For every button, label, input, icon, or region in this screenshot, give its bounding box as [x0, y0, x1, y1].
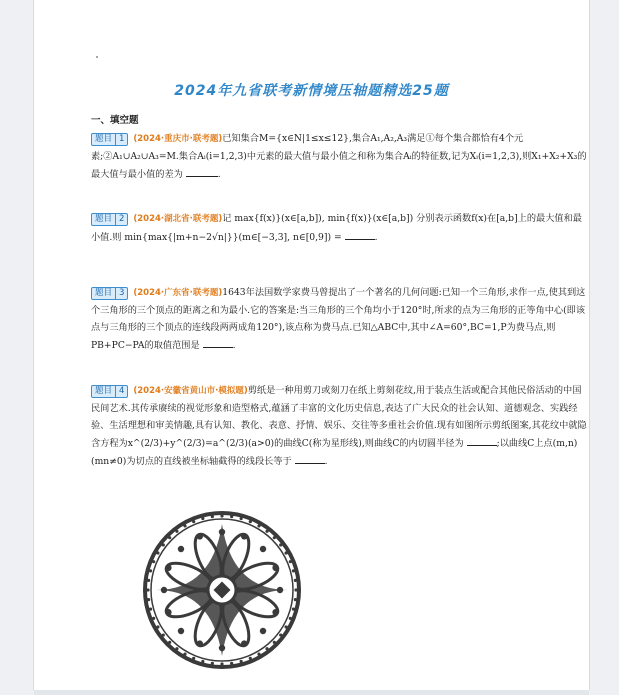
- ring-tooth: [211, 662, 214, 665]
- document-page: [33, 0, 590, 690]
- question-badge: 题目 3: [91, 287, 128, 300]
- ring-tooth: [292, 608, 295, 611]
- scroll-ornament: [219, 645, 225, 651]
- question-1: 题目 1 (2024·重庆市·联考题)已知集合M={x∈N|1≤x≤12},集合A₁,A₂,A₃满足①每个集合都恰有4个元素;②A₁∪A₂∪A₃=M.集合Aᵢ(i=1,2,3)中元素的最大值与最小值之和称为集合Aᵢ的特征数,记为Xᵢ(i=1,2,3),则X₁+X₂+X₃的最大值与最小值的差为 .: [91, 133, 587, 180]
- scroll-ornament: [241, 533, 247, 539]
- paper-cutting-figure: [142, 510, 302, 670]
- scroll-ornament: [260, 628, 266, 634]
- ring-tooth: [249, 657, 252, 660]
- ring-tooth: [152, 560, 155, 563]
- ring-tooth: [265, 530, 268, 533]
- ring-tooth: [201, 517, 204, 520]
- ring-tooth: [162, 633, 165, 636]
- scroll-ornament: [161, 587, 167, 593]
- scroll-ornament: [178, 628, 184, 634]
- ring-tooth: [292, 569, 295, 572]
- ring-tooth: [240, 660, 243, 663]
- ring-tooth: [156, 625, 159, 628]
- scroll-ornament: [165, 609, 171, 615]
- scroll-ornament: [219, 529, 225, 535]
- ring-tooth: [279, 633, 282, 636]
- ring-tooth: [284, 625, 287, 628]
- ring-tooth: [289, 617, 292, 620]
- scroll-ornament: [165, 565, 171, 571]
- question-3: 题目 3 (2024·广东省·联考题)1643年法国数学家费马曾提出了一个著名的几何问题:已知一个三角形,求作一点,使其到这个三角形的三个顶点的距离之和为最小.它的答案是:当三角形的三个角均小于120°时,所求的点为三角形的正等角中心(即该点与三角形的三个顶点的连线段两两成角120°),该点称为费马点.已知△ABC中,其中∠A=60°,BC=1,P为费马点,则PB+PC−PA的取值范围是 .: [91, 287, 586, 351]
- ring-tooth: [152, 617, 155, 620]
- ring-tooth: [249, 520, 252, 523]
- ring-tooth: [265, 647, 268, 650]
- ring-tooth: [175, 647, 178, 650]
- ring-tooth: [257, 652, 260, 655]
- answer-blank[interactable]: [295, 452, 325, 464]
- question-badge: 题目 4: [91, 385, 128, 398]
- question-text: 剪纸是一种用剪刀或刻刀在纸上剪刻花纹,用于装点生活或配合其他民俗活动的中国民间艺术.其传承赓续的视觉形象和造型格式,蕴涵了丰富的文化历史信息,表达了广大民众的社会认知、道德观念、实践经验、生活理想和审美情趣,具有认知、教化、表意、抒情、娱乐、交往等多重社会价值.现有如图所示剪纸图案,其花纹中就隐含方程为x^(2/3)+y^(2/3)=a^(2/3)(a>0)的曲线C(称为星形线),则曲线C的内切圆半径为: [91, 385, 587, 449]
- question-badge: 题目 1: [91, 133, 128, 146]
- ring-tooth: [273, 641, 276, 644]
- scroll-ornament: [272, 565, 278, 571]
- ring-tooth: [211, 515, 214, 518]
- question-4: 题目 4 (2024·安徽省黄山市·模拟题)剪纸是一种用剪刀或刻刀在纸上剪刻花纹,用于装点生活或配合其他民俗活动的中国民间艺术.其传承赓续的视觉形象和造型格式,蕴涵了丰富的文化历史信息,表达了广大民众的社会认知、道德观念、实践经验、生活理想和审美情趣,具有认知、教化、表意、抒情、娱乐、交往等多重社会价值.现有如图所示剪纸图案,其花纹中就隐含方程为x^(2/3)+y^(2/3)=a^(2/3)(a>0)的曲线C(称为星形线),则曲线C的内切圆半径为 ;以曲线C上点(m,n)(mn≠0)为切点的直线被坐标轴截得的线段长等于 .: [91, 385, 587, 467]
- ring-tooth: [201, 660, 204, 663]
- ring-tooth: [230, 662, 233, 665]
- question-text: 1643年法国数学家费马曾提出了一个著名的几何问题:已知一个三角形,求作一点,使其到这个三角形的三个顶点的距离之和为最小.它的答案是:当三角形的三个角均小于120°时,所求的点为三角形的正等角中心(即该点与三角形的三个顶点的连线段两两成角120°),该点称为费马点.已知△ABC中,其中∠A=60°,BC=1,P为费马点,则PB+PC−PA的取值范围是: [91, 287, 586, 351]
- ring-tooth: [192, 657, 195, 660]
- question-source: (2024·广东省·联考题): [133, 288, 223, 298]
- section-heading: 一、填空题: [91, 115, 139, 126]
- question-badge: 题目 2: [91, 213, 128, 226]
- scroll-ornament: [272, 609, 278, 615]
- scroll-ornament: [277, 587, 283, 593]
- question-source: (2024·安徽省黄山市·模拟题): [133, 386, 248, 396]
- ring-tooth: [175, 530, 178, 533]
- document-title: 2024年九省联考新情境压轴题精选25题: [174, 83, 449, 99]
- ring-tooth: [279, 543, 282, 546]
- ring-tooth: [147, 598, 150, 601]
- scroll-ornament: [197, 533, 203, 539]
- question-text: 已知集合M={x∈N|1≤x≤12},集合A₁,A₂,A₃满足①每个集合都恰有4个元素;②A₁∪A₂∪A₃=M.集合Aᵢ(i=1,2,3)中元素的最大值与最小值之和称为集合Aᵢ的特征数,记为Xᵢ(i=1,2,3),则X₁+X₂+X₃的最大值与最小值的差为: [91, 133, 587, 180]
- ring-tooth: [149, 569, 152, 572]
- ring-tooth: [149, 608, 152, 611]
- question-2: 题目 2 (2024·湖北省·联考题)记 max{f(x)}(x∈[a,b]), min{f(x)}(x∈[a,b]) 分别表示函数f(x)在[a,b]上的最大值和最小值.则 min{max{|m+n−2√n|}}(m∈[−3,3], n∈[0,9]) = .: [91, 213, 582, 243]
- ring-tooth: [168, 641, 171, 644]
- ring-tooth: [183, 524, 186, 527]
- ring-tooth: [289, 560, 292, 563]
- ring-tooth: [273, 536, 276, 539]
- ring-tooth: [192, 520, 195, 523]
- ring-tooth: [230, 515, 233, 518]
- ring-tooth: [257, 524, 260, 527]
- answer-blank[interactable]: [203, 336, 233, 348]
- ring-tooth: [162, 543, 165, 546]
- answer-blank[interactable]: [345, 228, 375, 240]
- ring-tooth: [294, 588, 297, 591]
- ring-tooth: [156, 551, 159, 554]
- scroll-ornament: [178, 546, 184, 552]
- ring-tooth: [240, 517, 243, 520]
- ring-tooth: [220, 662, 223, 665]
- scroll-ornament: [241, 640, 247, 646]
- ring-tooth: [294, 598, 297, 601]
- ring-tooth: [146, 588, 149, 591]
- ring-tooth: [294, 579, 297, 582]
- question-source: (2024·湖北省·联考题): [133, 214, 223, 224]
- scroll-ornament: [197, 640, 203, 646]
- ring-tooth: [183, 652, 186, 655]
- scroll-ornament: [260, 546, 266, 552]
- ring-tooth: [168, 536, 171, 539]
- page-bottom-bar: [34, 690, 589, 695]
- answer-blank[interactable]: [467, 434, 497, 446]
- ring-tooth: [147, 579, 150, 582]
- ring-tooth: [220, 514, 223, 517]
- answer-blank[interactable]: [186, 165, 218, 177]
- ring-tooth: [284, 551, 287, 554]
- question-source: (2024·重庆市·联考题): [133, 134, 223, 144]
- page-dot-mark: [96, 56, 98, 58]
- question-text: 记 max{f(x)}(x∈[a,b]), min{f(x)}(x∈[a,b]) 分别表示函数f(x)在[a,b]上的最大值和最小值.则 min{max{|m+n−2√n|}}(m∈[−3,3], n∈[0,9]) =: [91, 213, 582, 243]
